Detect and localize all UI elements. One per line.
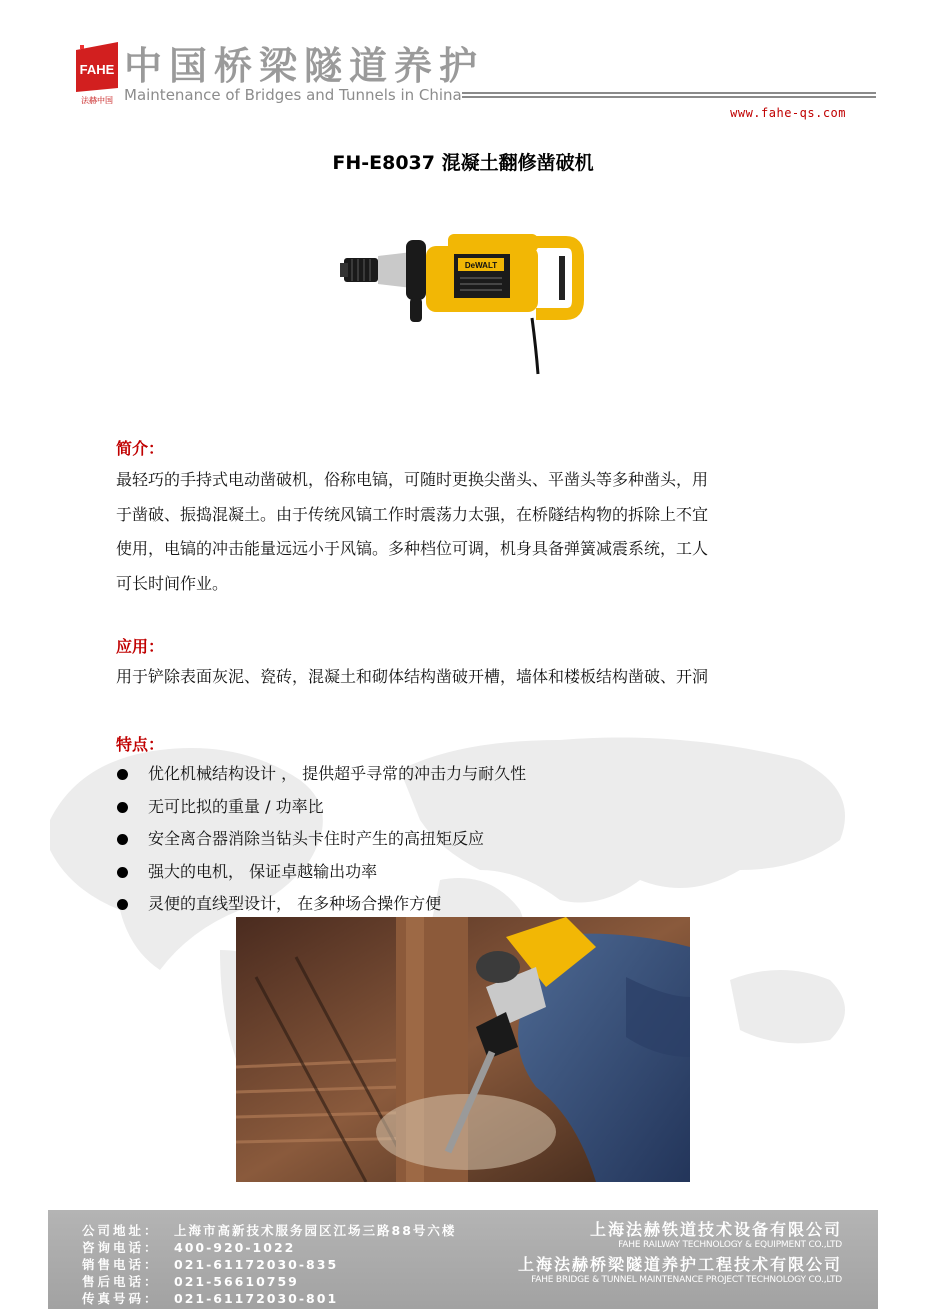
- bullet-icon: [117, 769, 128, 780]
- footer-label: 公司地址：: [82, 1223, 160, 1238]
- intro-paragraph: [116, 463, 816, 601]
- footer-contacts: [82, 1222, 456, 1307]
- footer-label: 传真号码：: [82, 1291, 160, 1306]
- footer-label: 销售电话：: [82, 1257, 160, 1272]
- footer-inquiry-row: [82, 1239, 456, 1256]
- footer-value: 400-920-1022: [174, 1240, 296, 1255]
- feature-text: 优化机械结构设计 ， 提供超乎寻常的冲击力与耐久性: [148, 764, 527, 783]
- footer-value: 021-61172030-835: [174, 1257, 339, 1272]
- list-item: [116, 791, 526, 824]
- features-heading: 特点：: [116, 735, 165, 754]
- footer-value: 上海市高新技术服务园区江场三路88号六楼: [174, 1223, 457, 1238]
- list-item: [116, 758, 526, 791]
- logo-text: FAHE: [79, 62, 115, 77]
- company2-name-cn: 上海法赫桥梁隧道养护工程技术有限公司: [517, 1255, 842, 1274]
- company1-name-cn: 上海法赫铁道技术设备有限公司: [589, 1220, 842, 1239]
- header-title-cn: 中国桥梁隧道养护: [124, 44, 485, 88]
- footer-sales-row: [82, 1256, 456, 1273]
- product-image-demolition-hammer: [340, 228, 590, 378]
- application-heading: 应用：: [116, 637, 165, 656]
- document-title: FH-E8037 混凝土翻修凿破机: [332, 152, 594, 174]
- feature-text: 安全离合器消除当钻头卡住时产生的高扭矩反应: [148, 829, 485, 848]
- company1-name-en: FAHE RAILWAY TECHNOLOGY & EQUIPMENT CO.,LTD: [618, 1240, 842, 1250]
- list-item: [116, 888, 526, 921]
- footer-label: 咨询电话：: [82, 1240, 160, 1255]
- footer-companies: [518, 1220, 842, 1286]
- footer-label: 售后电话：: [82, 1274, 160, 1289]
- bullet-icon: [117, 899, 128, 910]
- bullet-icon: [117, 802, 128, 813]
- feature-text: 强大的电机， 保证卓越输出功率: [148, 861, 378, 881]
- company2-name-en: FAHE BRIDGE & TUNNEL MAINTENANCE PROJECT TECHNOLOGY CO.,LTD: [531, 1275, 842, 1285]
- feature-text: 灵便的直线型设计， 在多种场合操作方便: [148, 894, 442, 913]
- intro-line: 可长时间作业。: [116, 573, 229, 593]
- logo-caption: 法赫中国: [81, 96, 113, 105]
- website-link[interactable]: www.fahe-qs.com: [730, 106, 846, 120]
- bullet-icon: [117, 834, 128, 845]
- application-text: 用于铲除表面灰泥、瓷砖，混凝土和砌体结构凿破开槽，墙体和楼板结构凿破、开洞: [116, 667, 709, 686]
- feature-text: 无可比拟的重量 / 功率比: [148, 796, 324, 816]
- footer-bar: [48, 1210, 878, 1309]
- header-divider: [462, 92, 876, 100]
- footer-address-row: [82, 1222, 456, 1239]
- intro-heading: 简介：: [116, 439, 165, 458]
- footer-service-row: [82, 1273, 456, 1290]
- list-item: [116, 823, 526, 856]
- bullet-icon: [117, 867, 128, 878]
- features-list: [116, 758, 526, 921]
- fahe-logo: [76, 42, 118, 106]
- product-brand-label: DeWALT: [464, 261, 498, 270]
- footer-fax-row: [82, 1290, 456, 1307]
- intro-line: 最轻巧的手持式电动凿破机，俗称电镐，可随时更换尖凿头、平凿头等多种凿头，用: [116, 470, 709, 489]
- footer-value: 021-56610759: [174, 1274, 299, 1289]
- header-title-en: Maintenance of Bridges and Tunnels in China: [124, 86, 462, 104]
- list-item: [116, 856, 526, 889]
- intro-line: 于凿破、振捣混凝土。由于传统风镐工作时震荡力太强，在桥隧结构物的拆除上不宜: [116, 504, 709, 524]
- worker-using-hammer-photo: [236, 917, 690, 1182]
- footer-value: 021-61172030-801: [174, 1291, 339, 1306]
- intro-line: 使用，电镐的冲击能量远远小于风镐。多种档位可调，机身具备弹簧减震系统，工人: [116, 539, 709, 558]
